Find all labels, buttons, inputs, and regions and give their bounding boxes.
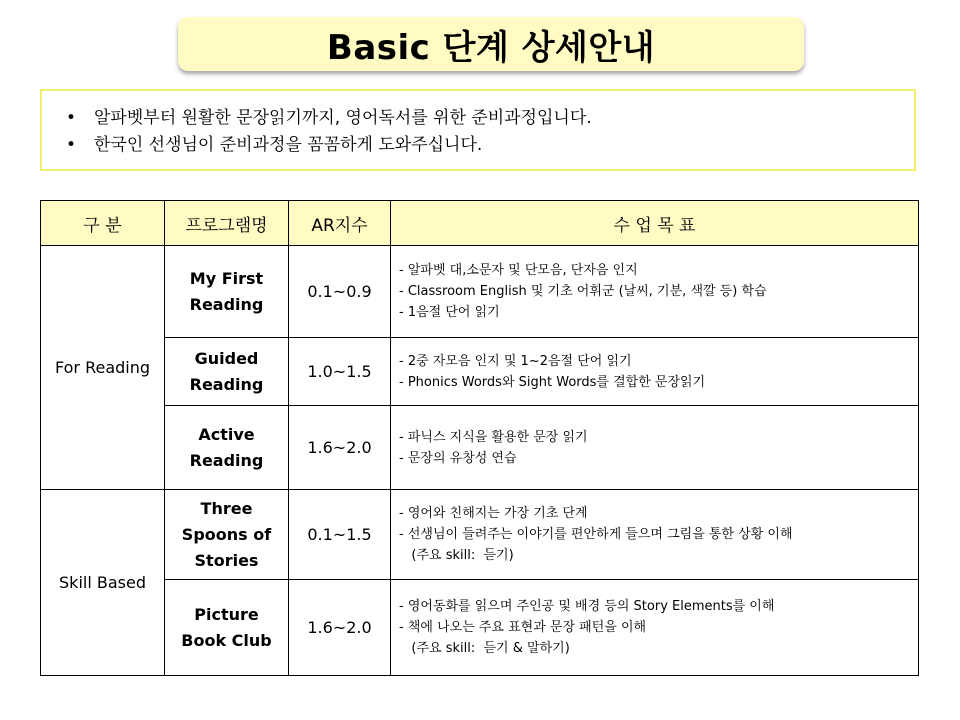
page-title: Basic 단계 상세안내 xyxy=(326,27,656,68)
goal-cell xyxy=(391,580,919,676)
program-cell xyxy=(165,406,289,490)
ar-cell: 0.1~1.5 xyxy=(289,490,391,580)
ar-cell: 1.6~2.0 xyxy=(289,406,391,490)
table-header-row xyxy=(41,201,919,246)
goal-line: (주요 skill: 듣기 & 말하기) xyxy=(399,641,570,656)
ar-cell: 0.1~0.9 xyxy=(289,246,391,338)
intro-box xyxy=(40,89,916,171)
intro-item: • 알파벳부터 원활한 문장읽기까지, 영어독서를 위한 준비과정입니다. xyxy=(66,105,914,132)
goal-cell xyxy=(391,406,919,490)
ar-cell: 1.0~1.5 xyxy=(289,338,391,406)
table-row xyxy=(41,580,919,676)
program-line: Three xyxy=(200,498,253,518)
category-cell: For Reading xyxy=(41,246,165,490)
program-cell xyxy=(165,490,289,580)
table-row xyxy=(41,490,919,580)
header-category: 구 분 xyxy=(41,201,165,246)
goal-line: - 2중 자모음 인지 및 1~2음절 단어 읽기 xyxy=(399,353,632,369)
table-row xyxy=(41,406,919,490)
program-line: Stories xyxy=(194,550,259,570)
goal-line: - 영어동화를 읽으며 주인공 및 배경 등의 Story Elements를 이해 xyxy=(399,599,775,614)
goal-line: - 알파벳 대,소문자 및 단모음, 단자음 인지 xyxy=(399,263,638,278)
program-line: Reading xyxy=(189,450,264,470)
program-line: Picture xyxy=(194,604,259,624)
goal-line: - 책에 나오는 주요 표현과 문장 패턴을 이해 xyxy=(399,620,647,635)
ar-cell: 1.6~2.0 xyxy=(289,580,391,676)
goal-cell xyxy=(391,338,919,406)
goal-line: - 영어와 친해지는 가장 기초 단계 xyxy=(399,506,588,521)
category-cell: Skill Based xyxy=(41,490,165,676)
program-line: My First xyxy=(189,268,264,288)
program-line: Reading xyxy=(189,374,264,394)
goal-line: - Classroom English 및 기초 어휘군 (날씨, 기분, 색깔 등) 학습 xyxy=(399,284,767,299)
program-line: Guided xyxy=(194,348,259,368)
intro-item: • 한국인 선생님이 준비과정을 꼼꼼하게 도와주십니다. xyxy=(66,132,914,159)
program-line: Book Club xyxy=(181,630,272,650)
header-ar: AR지수 xyxy=(289,201,391,246)
table-row xyxy=(41,246,919,338)
goal-line: - 문장의 유창성 연습 xyxy=(399,450,517,466)
goal-line: - 파닉스 지식을 활용한 문장 읽기 xyxy=(399,429,588,445)
intro-list xyxy=(66,105,914,159)
goal-cell xyxy=(391,490,919,580)
goal-line: - Phonics Words와 Sight Words를 결합한 문장읽기 xyxy=(399,374,706,390)
program-line: Active xyxy=(198,424,255,444)
title-banner xyxy=(178,17,804,71)
program-cell xyxy=(165,246,289,338)
program-line: Spoons of xyxy=(181,524,272,544)
table-row xyxy=(41,338,919,406)
goal-cell xyxy=(391,246,919,338)
goal-line: - 선생님이 들려주는 이야기를 편안하게 들으며 그림을 통한 상황 이해 xyxy=(399,527,793,542)
header-program: 프로그램명 xyxy=(165,201,289,246)
header-goals: 수 업 목 표 xyxy=(391,201,919,246)
program-cell xyxy=(165,338,289,406)
goal-line: (주요 skill: 듣기) xyxy=(399,548,514,563)
program-table xyxy=(40,200,919,676)
program-line: Reading xyxy=(189,294,264,314)
program-cell xyxy=(165,580,289,676)
goal-line: - 1음절 단어 읽기 xyxy=(399,305,500,320)
